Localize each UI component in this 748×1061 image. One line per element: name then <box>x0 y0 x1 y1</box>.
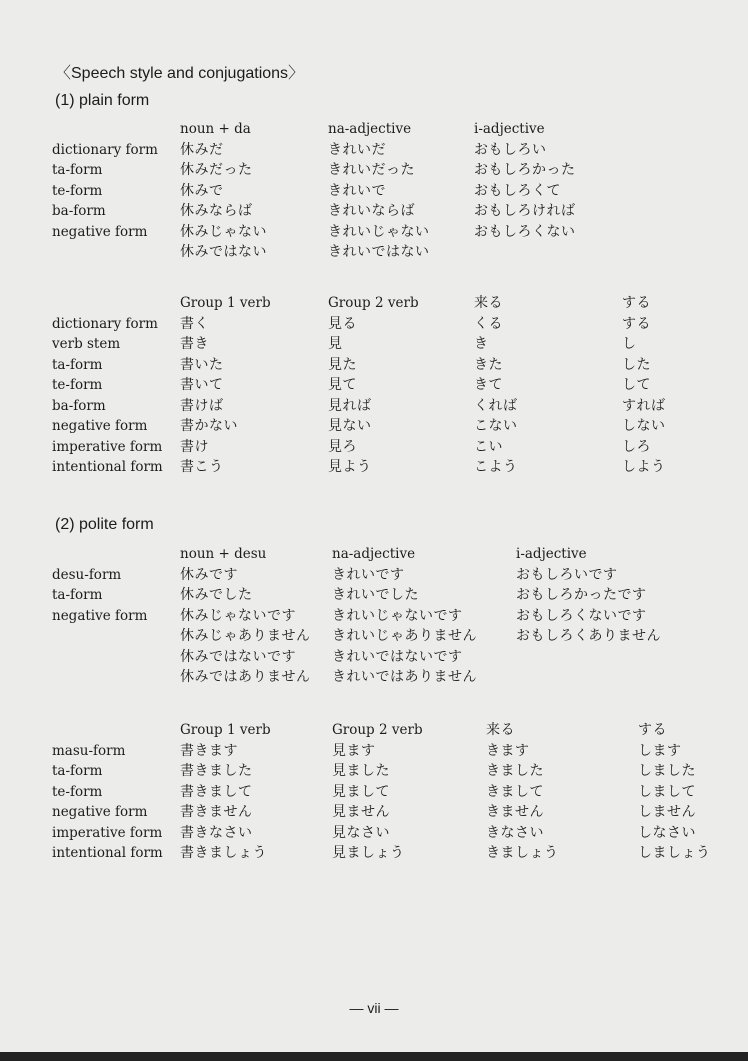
column-header <box>52 720 180 741</box>
column-header: Group 1 verb <box>180 295 271 311</box>
conjugation-cell: くる <box>474 315 503 332</box>
plain-verb-table <box>52 293 684 478</box>
conjugation-cell: 休みじゃありません <box>180 628 311 644</box>
conjugation-cell: おもしろくありません <box>516 628 661 644</box>
conjugation-cell: 書けば <box>180 397 224 414</box>
form-label: ba-form <box>52 203 106 219</box>
form-label <box>52 626 180 647</box>
conjugation-cell: 休みだ <box>180 141 224 158</box>
form-label: ta-form <box>52 162 103 178</box>
conjugation-cell: しろ <box>622 438 651 455</box>
form-label: ba-form <box>52 397 106 414</box>
conjugation-cell: こない <box>474 418 518 434</box>
form-label: te-form <box>52 377 103 393</box>
polite-form-title: (2) polite form <box>55 516 154 533</box>
conjugation-cell: 休みではない <box>180 244 267 260</box>
table-header-row <box>52 544 716 565</box>
conjugation-cell: しました <box>638 763 696 779</box>
form-label: imperative form <box>52 824 163 841</box>
conjugation-cell: 休みではないです <box>180 648 296 665</box>
conjugation-cell: きれいです <box>332 566 405 583</box>
table-row <box>52 626 716 647</box>
column-header <box>52 544 180 565</box>
conjugation-cell: 書かない <box>180 418 238 434</box>
table-row <box>52 606 716 627</box>
conjugation-cell: 見た <box>328 356 357 373</box>
table-row <box>52 334 684 355</box>
form-label: intentional form <box>52 459 163 475</box>
conjugation-cell: 休みじゃないです <box>180 607 296 624</box>
table-row <box>52 802 714 823</box>
table-header-row <box>52 720 714 741</box>
conjugation-cell: 書きません <box>180 804 253 820</box>
conjugation-cell: すれば <box>622 397 666 414</box>
column-header: Group 2 verb <box>328 295 419 311</box>
conjugation-cell: 見ました <box>332 763 390 779</box>
conjugation-cell: おもしろくない <box>474 223 576 240</box>
table-row <box>52 741 714 762</box>
conjugation-cell <box>516 647 716 668</box>
table-row <box>52 416 684 437</box>
column-header: する <box>622 295 651 311</box>
table-row <box>52 222 634 243</box>
conjugation-cell: こい <box>474 438 503 455</box>
column-header <box>52 293 180 314</box>
conjugation-cell: しなさい <box>638 824 696 841</box>
conjugation-cell: きた <box>474 356 503 373</box>
conjugation-cell <box>516 667 716 688</box>
conjugation-cell: きれいではありません <box>332 669 477 685</box>
conjugation-cell: きます <box>486 742 530 759</box>
conjugation-cell: 見て <box>328 377 357 393</box>
conjugation-cell: しよう <box>622 459 666 475</box>
conjugation-cell: くれば <box>474 397 518 414</box>
conjugation-cell: おもしろい <box>474 141 547 158</box>
form-label: negative form <box>52 804 148 820</box>
table-row <box>52 761 714 782</box>
conjugation-cell <box>474 242 634 263</box>
form-label <box>52 242 180 263</box>
conjugation-cell: 休みならば <box>180 203 253 219</box>
form-label: dictionary form <box>52 315 158 332</box>
column-header: 来る <box>486 722 515 738</box>
conjugation-cell: きれいではない <box>328 244 430 260</box>
conjugation-cell: 書きましょう <box>180 845 267 861</box>
conjugation-cell: して <box>622 377 651 393</box>
conjugation-cell: 見まして <box>332 783 390 800</box>
column-header: Group 2 verb <box>332 722 423 738</box>
conjugation-cell: しません <box>638 804 696 820</box>
table-header-row <box>52 293 684 314</box>
conjugation-cell: しない <box>622 418 666 434</box>
column-header: i-adjective <box>516 546 587 562</box>
form-label: masu-form <box>52 742 126 759</box>
conjugation-cell: 書きました <box>180 763 253 779</box>
table-row <box>52 355 684 376</box>
conjugation-cell: します <box>638 742 682 759</box>
conjugation-cell: きれいでした <box>332 587 419 603</box>
conjugation-cell: きれいだった <box>328 162 415 178</box>
conjugation-cell: 休みだった <box>180 162 253 178</box>
conjugation-cell: おもしろかったです <box>516 587 647 603</box>
conjugation-cell: 見なさい <box>332 824 390 841</box>
column-header <box>52 119 180 140</box>
table-row <box>52 565 716 586</box>
conjugation-cell: し <box>622 336 637 352</box>
conjugation-cell: 見ない <box>328 418 372 434</box>
conjugation-cell: 見る <box>328 315 357 332</box>
bottom-border <box>0 1052 748 1061</box>
table-row <box>52 843 714 864</box>
form-label: dictionary form <box>52 141 158 158</box>
conjugation-cell: きれいじゃないです <box>332 607 463 624</box>
conjugation-cell: き <box>474 336 489 352</box>
conjugation-cell: おもしろくて <box>474 182 561 199</box>
form-label: te-form <box>52 783 103 800</box>
conjugation-cell: きれいではないです <box>332 648 463 665</box>
conjugation-cell: きれいじゃない <box>328 223 430 240</box>
column-header: する <box>638 722 667 738</box>
conjugation-cell: きましょう <box>486 845 559 861</box>
conjugation-cell: した <box>622 356 651 373</box>
column-header: i-adjective <box>474 121 545 137</box>
conjugation-cell: 見ましょう <box>332 845 405 861</box>
plain-adjective-table <box>52 119 634 263</box>
form-label: verb stem <box>52 336 121 352</box>
section-title: 〈Speech style and conjugations〉 <box>55 65 305 82</box>
conjugation-cell: おもしろくないです <box>516 607 647 624</box>
conjugation-cell: 休みじゃない <box>180 223 267 240</box>
form-label: ta-form <box>52 763 103 779</box>
polite-verb-table <box>52 720 714 864</box>
conjugation-cell: 書きまして <box>180 783 253 800</box>
column-header: 来る <box>474 295 503 311</box>
conjugation-cell: 書き <box>180 336 209 352</box>
table-row <box>52 160 634 181</box>
conjugation-cell: 見 <box>328 336 343 352</box>
conjugation-cell: しましょう <box>638 845 711 861</box>
conjugation-cell: 休みではありません <box>180 669 311 685</box>
page-number: — vii — <box>349 1000 399 1016</box>
column-header: noun + desu <box>180 546 267 562</box>
form-label <box>52 647 180 668</box>
conjugation-cell: こよう <box>474 459 518 475</box>
table-row <box>52 375 684 396</box>
column-header: Group 1 verb <box>180 722 271 738</box>
table-row <box>52 242 634 263</box>
conjugation-cell: おもしろいです <box>516 566 618 583</box>
table-row <box>52 201 634 222</box>
form-label <box>52 667 180 688</box>
column-header: noun + da <box>180 121 251 137</box>
conjugation-cell: きて <box>474 377 503 393</box>
form-label: intentional form <box>52 845 163 861</box>
conjugation-cell: おもしろければ <box>474 203 576 219</box>
conjugation-cell: 見ません <box>332 804 390 820</box>
table-row <box>52 647 716 668</box>
conjugation-cell: 書きます <box>180 742 238 759</box>
table-row <box>52 181 634 202</box>
conjugation-cell: きなさい <box>486 824 544 841</box>
conjugation-cell: 書きなさい <box>180 824 253 841</box>
table-row <box>52 457 684 478</box>
form-label: ta-form <box>52 587 103 603</box>
conjugation-cell: 書こう <box>180 459 224 475</box>
conjugation-cell: きれいで <box>328 182 386 199</box>
form-label: desu-form <box>52 566 122 583</box>
conjugation-cell: きました <box>486 763 544 779</box>
table-row <box>52 782 714 803</box>
conjugation-cell: 書け <box>180 438 209 455</box>
conjugation-cell: 見ます <box>332 742 376 759</box>
conjugation-cell: 休みです <box>180 566 238 583</box>
conjugation-cell: 見ろ <box>328 438 357 455</box>
conjugation-cell: 書いて <box>180 377 224 393</box>
table-row <box>52 314 684 335</box>
plain-form-title: (1) plain form <box>55 92 150 109</box>
form-label: negative form <box>52 607 148 624</box>
table-header-row <box>52 119 634 140</box>
table-row <box>52 437 684 458</box>
conjugation-cell: しまして <box>638 783 696 800</box>
conjugation-cell: きません <box>486 804 544 820</box>
table-row <box>52 396 684 417</box>
conjugation-cell: きまして <box>486 783 544 800</box>
column-header: na-adjective <box>332 546 416 562</box>
conjugation-cell: 見よう <box>328 459 372 475</box>
conjugation-cell: きれいじゃありません <box>332 628 477 644</box>
polite-adjective-table <box>52 544 716 688</box>
column-header: na-adjective <box>328 121 412 137</box>
form-label: ta-form <box>52 356 103 373</box>
conjugation-cell: 書いた <box>180 356 224 373</box>
conjugation-cell: 見れば <box>328 397 372 414</box>
form-label: negative form <box>52 223 148 240</box>
conjugation-cell: おもしろかった <box>474 162 576 178</box>
conjugation-cell: 休みでした <box>180 587 253 603</box>
form-label: negative form <box>52 418 148 434</box>
conjugation-cell: 休みで <box>180 182 224 199</box>
table-row <box>52 585 716 606</box>
conjugation-cell: きれいだ <box>328 141 386 158</box>
form-label: te-form <box>52 182 103 199</box>
form-label: imperative form <box>52 438 163 455</box>
table-row <box>52 823 714 844</box>
conjugation-cell: きれいならば <box>328 203 415 219</box>
conjugation-cell: 書く <box>180 315 209 332</box>
conjugation-cell: する <box>622 315 651 332</box>
table-row <box>52 140 634 161</box>
table-row <box>52 667 716 688</box>
